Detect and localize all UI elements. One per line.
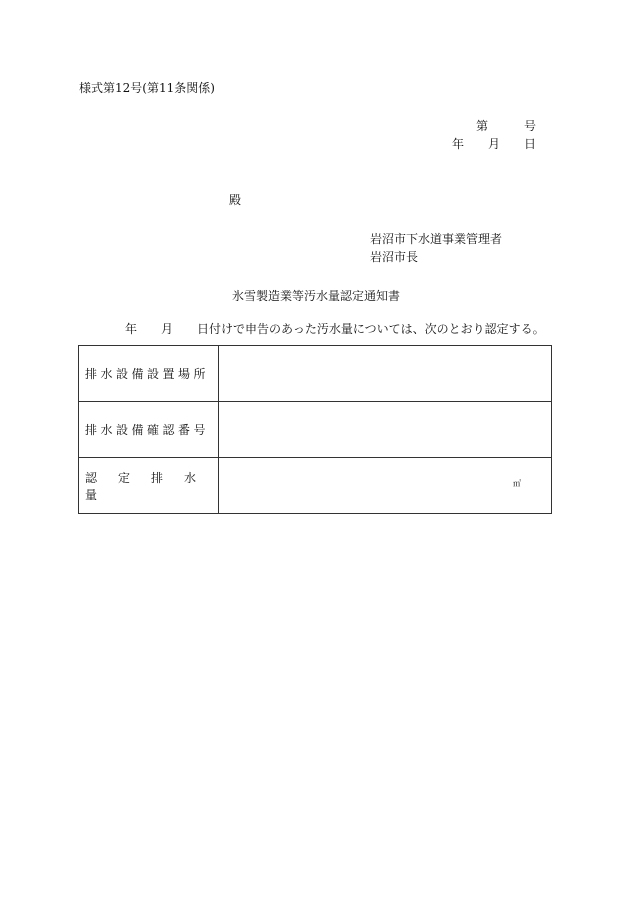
table-row [79,346,552,402]
issuer-line-2: 岩沼市長 [370,250,419,264]
addressee-honorific: 殿 [229,193,242,207]
label-drainage-location: 排水設備設置場所 [79,346,219,402]
document-number-go: 号 [524,119,537,133]
table-row [79,402,552,458]
cubic-meter-unit: ㎥ [513,479,521,488]
date-year: 年 [452,137,465,151]
certification-table [78,345,552,514]
value-certified-volume[interactable] [219,458,552,514]
body-year: 年 [125,322,138,336]
label-certified-volume: 認定排水量 [79,458,219,514]
date-day: 日 [524,137,537,151]
document-number-dai: 第 [476,119,489,133]
label-confirmation-number: 排水設備確認番号 [79,402,219,458]
issuer-line-1: 岩沼市下水道事業管理者 [370,232,503,246]
form-number: 様式第12号(第11条関係) [79,81,215,95]
value-confirmation-number[interactable] [219,402,552,458]
document-title: 氷雪製造業等汚水量認定通知書 [232,289,401,303]
body-month: 月 [161,322,174,336]
table-row [79,458,552,514]
body-rest: 日付けで申告のあった汚水量については、次のとおり認定する。 [197,322,545,336]
value-drainage-location[interactable] [219,346,552,402]
date-month: 月 [488,137,501,151]
